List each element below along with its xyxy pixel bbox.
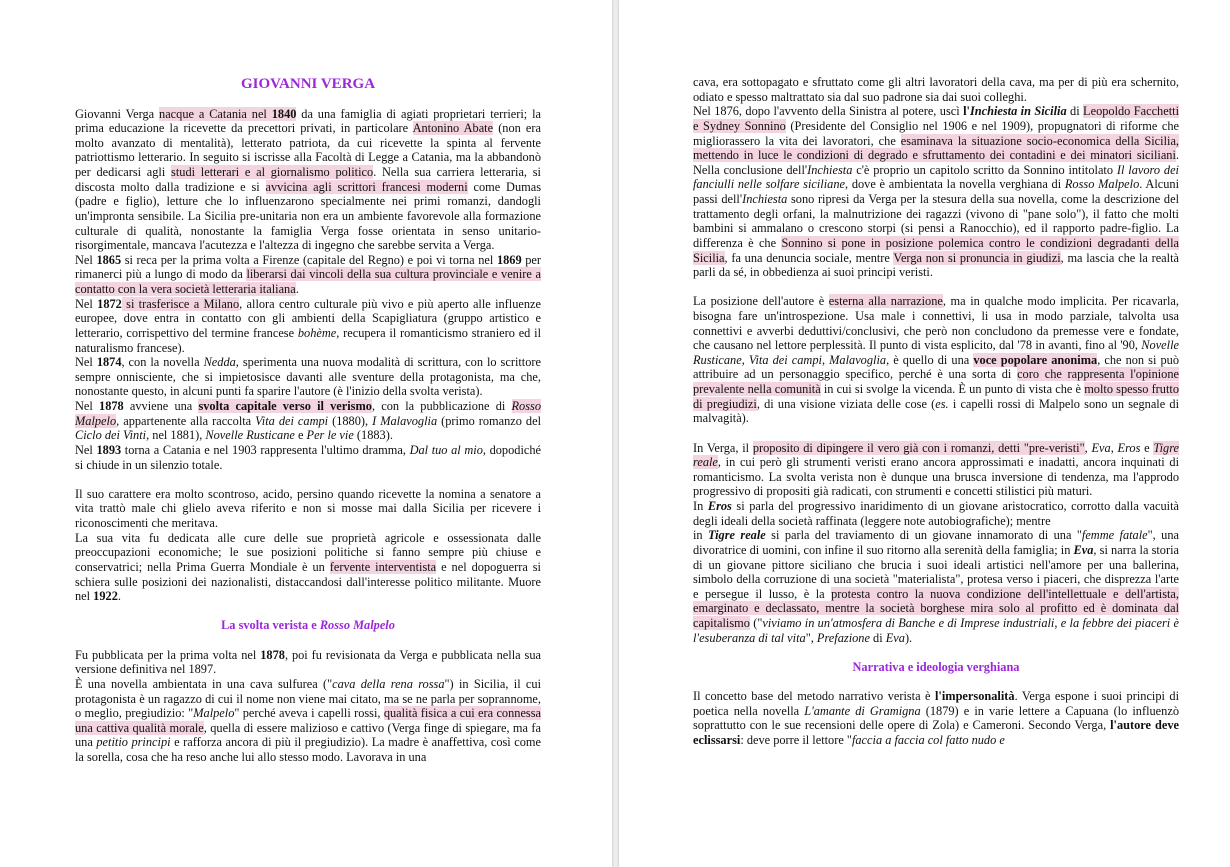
document-title: GIOVANNI VERGA bbox=[240, 76, 376, 92]
paragraph bbox=[693, 499, 1179, 528]
text-run: e nel dopoguerra si schiera sulle posizioni dei nazionalisti, distaccandosi dall'interesse politico militante. Muore nel bbox=[75, 559, 541, 604]
text-run: si reca per la prima volta a Firenze (capitale del Regno) e poi vi torna nel bbox=[121, 252, 497, 267]
text-run: Eva bbox=[1091, 440, 1111, 455]
text-run: Eros bbox=[1117, 440, 1141, 455]
text-run: Eros bbox=[707, 499, 732, 514]
text-run: Nedda bbox=[203, 355, 236, 370]
highlighted-text: molto spesso frutto di pregiudizi bbox=[693, 382, 1179, 411]
text-run: Inchiesta in Sicilia bbox=[969, 104, 1067, 119]
text-run: si parla del traviamento di un giovane innamorato di una " bbox=[765, 528, 1082, 543]
text-run: 1874 bbox=[96, 355, 122, 370]
text-run: " perché aveva i capelli rossi, bbox=[234, 706, 384, 721]
text-run: avviene una bbox=[123, 399, 199, 414]
paragraph bbox=[75, 253, 541, 297]
paragraph bbox=[75, 399, 541, 443]
text-run: Malpelo bbox=[193, 706, 235, 721]
highlighted-text: Antonino Abate bbox=[412, 121, 494, 136]
text-run: . Alcuni passi dell' bbox=[693, 177, 1180, 206]
text-run: , in cui però gli strumenti veristi erano ancora approssimati e inadatti, ancora inquinati di romanticismo. La svolta verista non è dunque una brusca inversione di tendenza, ma l'approdo progressivo di propositi già radicati, con strumenti e concetti stilistici più maturi. bbox=[693, 455, 1179, 499]
text-run: Inchiesta bbox=[807, 162, 853, 177]
text-run: , ma in qualche modo implicita. Per ricavarla, bisogna fare un'introspezione. Usa male i connettivi, li usa in modo parziale, talvolta usa connettivi e avverbi deduttivi/conclusivi, che però non concludono da premesse vere e fondate, che causano nel lettore perplessità. Il punto di vista esplicito, dal '78 in avanti, fino al '90, bbox=[693, 294, 1179, 353]
text-run: Nel bbox=[75, 296, 98, 311]
text-run: Malavoglia bbox=[829, 352, 887, 367]
text-run: sono ripresi da Verga per la stesura della sua novella, come la descrizione del trattamento degli orfani, la malnutrizione dei ragazzi (vivono di "pane solo"), il fatto che molti bambini si ammalano o crescono storpi (si pensi a Ranocchio), ed il rapporto padre-figlio. La differenza è che bbox=[693, 192, 1179, 250]
text-run: femme fatale bbox=[1081, 528, 1148, 543]
text-run: La sua vita fu dedicata alle cure delle sue proprietà agricole e ossessionata dalle preoccupazioni economiche; le sue posizioni politiche si fanno sempre più chiuse e conservatrici; nella Prima Guerra Mondiale è un bbox=[75, 530, 541, 574]
text-run: (1880), bbox=[328, 413, 373, 428]
section-heading: Narrativa e ideologia verghiana bbox=[852, 659, 1020, 674]
highlighted-text: studi letterari e al giornalismo politico bbox=[171, 165, 374, 180]
text-run: L'amante di Gramigna bbox=[804, 703, 921, 718]
text-run: 1869 bbox=[496, 252, 522, 267]
paragraph bbox=[75, 297, 541, 356]
document-page-right bbox=[619, 0, 1230, 867]
highlighted-text: proposito di dipingere il vero già con i romanzi, detti "pre-veristi" bbox=[752, 440, 1085, 455]
text-run: viviamo in un'atmosfera di Banche e di Imprese industriali, e la febbre dei piaceri è l'esuberanza di tal vita bbox=[693, 616, 1179, 645]
text-run: da una famiglia di agiati proprietari terrieri; la prima educazione la ricevette da precettori privati, in particolare bbox=[75, 106, 542, 136]
text-run: 1922 bbox=[93, 589, 118, 604]
spacer bbox=[693, 426, 1179, 441]
paragraph bbox=[75, 355, 541, 399]
text-run: Tigre reale bbox=[708, 528, 766, 543]
text-run: Rosso Malpelo bbox=[1064, 177, 1140, 192]
text-run: ). bbox=[904, 630, 913, 645]
text-run: I Malavoglia bbox=[372, 413, 438, 428]
highlighted-text: voce popolare anonima bbox=[973, 352, 1098, 367]
text-run: , allora centro culturale più vivo e più aperto alle influenze europee, dove entra in contatto con gli ambienti della Scapigliatura (gruppo artistico e letterario, corrispettivo del termine francese bbox=[75, 296, 541, 340]
highlighted-text: Sonnino si pone in posizione polemica contro le condizioni degradanti della Sicilia bbox=[693, 235, 1179, 265]
paragraph bbox=[75, 107, 541, 253]
text-run: Il suo carattere era molto scontroso, acido, persino quando ricevette la nomina a senatore a vita trattò male chi glielo aveva riferito e non si mosse mai dalla Sicilia per ricevere i riconoscimenti che meritava. bbox=[75, 486, 541, 531]
text-run: l'autore deve eclissarsi bbox=[693, 718, 1179, 747]
text-run: 1878 bbox=[99, 399, 124, 414]
highlighted-text: fervente interventista bbox=[329, 559, 437, 574]
text-run: ", una divoratrice di uomini, con infine il suo ritorno alla serenità della famiglia; in bbox=[693, 528, 1179, 557]
text-run: Nel bbox=[75, 442, 97, 457]
text-run: , sperimenta una nuova modalità di scrittura, con lo scrittore sempre onnisciente, che si impietosisce davanti alle sventure della protagonista, ma che, nonostante questo, in alcuni punti fa sparire l'autore (è l'inizio della svolta verista). bbox=[75, 355, 541, 399]
highlighted-text: si trasferisce a Milano bbox=[121, 296, 240, 311]
paragraph bbox=[693, 528, 1179, 645]
text-run: 1865 bbox=[96, 252, 122, 267]
document-page-left bbox=[0, 0, 612, 867]
highlighted-text: nacque a Catania nel bbox=[159, 106, 272, 121]
text-run: (non era molto avanzato di mentalità), letterato patriota, da cui ricevette la spinta al fervente patriottismo letterario. In seguito si iscrisse alla Facoltà di Legge a Catania, ma la abbandonò per dedicarsi agli bbox=[75, 121, 541, 180]
text-run: , quella di essere malizioso e cattivo (Verga finge di spiegare, ma fa una bbox=[75, 720, 541, 750]
spacer bbox=[693, 675, 1179, 690]
text-run: c'è proprio un capitolo scritto da Sonnino intitolato bbox=[852, 162, 1117, 177]
text-run: , ma lascia che la realtà parli da sé, in obbedienza ai suoi principi veristi. bbox=[693, 250, 1179, 280]
text-run: , dopodiché si chiude in un silenzio totale. bbox=[75, 442, 542, 472]
text-run: e bbox=[1140, 440, 1154, 455]
paragraph bbox=[693, 689, 1179, 748]
text-run: , bbox=[821, 352, 830, 367]
text-run: : deve porre il lettore " bbox=[740, 733, 852, 747]
text-run: Eva bbox=[1073, 542, 1094, 557]
text-run: in bbox=[693, 528, 709, 543]
text-run: , bbox=[1084, 440, 1092, 455]
spacer bbox=[693, 645, 1179, 660]
text-run: , poi fu revisionata da Verga e pubblicata nella sua versione definitiva nel 1897. bbox=[75, 647, 541, 677]
text-run: faccia a faccia col fatto nudo e bbox=[851, 733, 1005, 747]
text-run: per rimanerci più a lungo di modo da bbox=[75, 252, 542, 282]
text-run: Il lavoro dei fanciulli nelle solfare siciliane bbox=[693, 162, 1179, 192]
text-run: Eva bbox=[885, 630, 905, 645]
paragraph bbox=[75, 648, 541, 677]
text-run: Nel 1876, dopo l'avvento della Sinistra al potere, uscì bbox=[693, 104, 964, 119]
text-run: cava, era sottopagato e sfruttato come gli altri lavoratori della cava, ma per di più era schernito, odiato e spesso maltrattato sia dal suo padrone sia dai suoi colleghi. bbox=[693, 75, 1179, 104]
highlighted-text: Verga non si pronuncia in giudizi bbox=[893, 250, 1061, 265]
spacer bbox=[693, 280, 1179, 295]
spacer bbox=[75, 633, 541, 648]
text-run: Nel bbox=[75, 399, 100, 414]
text-run: , con la novella bbox=[121, 355, 204, 370]
highlighted-text: Leopoldo Facchetti e Sydney Sonnino bbox=[693, 104, 1180, 133]
text-run: 1872 bbox=[97, 296, 122, 311]
text-run: bohème bbox=[297, 325, 337, 340]
text-run: Novelle Rusticane bbox=[205, 428, 295, 443]
text-run: , fa una denuncia sociale, mentre bbox=[724, 250, 894, 265]
text-run: . bbox=[295, 282, 299, 297]
text-run: come Dumas (padre e figlio), letture che lo influenzarono specialmente nei primi romanzi, dandogli un'impronta sensibile. La Sicilia pre-unitaria non era un ambiente favorevole alla formazione culturale di qualità, nonostante la famiglia Verga fosse orientata in senso unitario-risorgimentale, mancava l'acutezza e l'altezza di ingegno che sarebbe servita a Verga. bbox=[75, 179, 541, 253]
highlighted-text: Tigre reale bbox=[693, 440, 1180, 470]
text-run: es. bbox=[935, 396, 949, 411]
paragraph bbox=[75, 487, 541, 531]
text-run: Rosso Malpelo bbox=[319, 618, 395, 633]
text-run: (1883). bbox=[353, 428, 393, 443]
text-run: , recupera il romanticismo straniero ed il naturalismo francese). bbox=[75, 325, 542, 355]
text-run: petitio principi bbox=[96, 735, 171, 750]
text-run: Per le vie bbox=[306, 428, 354, 443]
text-run: È una novella ambientata in una cava sulfurea (" bbox=[75, 676, 333, 691]
text-run: Prefazione bbox=[816, 630, 870, 645]
text-run: In bbox=[693, 499, 708, 514]
text-run: Dal tuo al mio bbox=[409, 442, 483, 457]
text-run: , bbox=[741, 352, 749, 367]
paragraph bbox=[75, 443, 541, 472]
text-run: , di una visione viziata delle cose ( bbox=[756, 396, 936, 411]
spacer bbox=[75, 604, 541, 619]
text-run: (" bbox=[749, 616, 763, 631]
highlighted-text: avvicina agli scrittori francesi moderni bbox=[265, 179, 468, 194]
text-run: Ciclo dei Vinti bbox=[75, 428, 147, 443]
text-run: , nel 1881), bbox=[146, 428, 206, 443]
highlighted-text: protesta contro la nuova condizione dell'intellettuale e dell'artista, emarginato e declassato, mentre la società borghese mira solo al profitto ed è dominata dal capitalismo bbox=[693, 586, 1179, 631]
paragraph bbox=[693, 294, 1179, 426]
text-run: di bbox=[869, 630, 886, 645]
section-heading bbox=[75, 618, 541, 633]
text-run: . Nella conclusione dell' bbox=[693, 148, 1179, 177]
text-run: . bbox=[117, 589, 121, 604]
highlighted-text: esaminava la situazione socio-economica della Sicilia, mettendo in luce le condizioni di degrado e sfruttamento dei contadini e dei minatori siciliani bbox=[693, 133, 1180, 163]
text-run: La svolta verista e bbox=[221, 618, 320, 633]
highlighted-text: esterna alla narrazione bbox=[828, 294, 943, 309]
text-run: ") in Sicilia, il cui protagonista è un ragazzo di cui il nome non viene mai citato, ma se ne parla per soprannome, o meglio, pregiudizio: " bbox=[75, 676, 541, 721]
highlighted-text: coro che rappresenta l'opinione prevalente nella comunità bbox=[693, 367, 1179, 397]
text-run: La posizione dell'autore è bbox=[693, 294, 829, 309]
text-run: (1879) e in varie lettere a Capuana (lo influenzò soprattutto con le sue recensioni delle opere di Zola) e Cameroni. Secondo Verga, bbox=[693, 703, 1179, 733]
text-run: , che non si può attribuire ad un personaggio specifico, perché è una sorta di bbox=[693, 352, 1180, 382]
highlighted-text: 1840 bbox=[271, 106, 297, 121]
text-run: e bbox=[294, 428, 307, 443]
text-run: in cui si svolge la vicenda. È un punto di vista che è bbox=[820, 382, 1085, 397]
text-run: . Verga espone i suoi principi di poetica nella novella bbox=[693, 689, 1180, 718]
text-run: ", bbox=[805, 630, 817, 645]
text-run: 1893 bbox=[96, 442, 122, 457]
text-run: 1878 bbox=[260, 647, 285, 662]
text-run: Nel bbox=[75, 355, 97, 370]
text-run: l'impersonalità bbox=[935, 689, 1015, 704]
text-run: (Presidente del Consiglio nel 1906 e nel 1909), propugnatori di riforme che migliorassero la vita dei lavoratori, che bbox=[693, 118, 1179, 148]
text-run: , appartenente alla raccolta bbox=[116, 413, 256, 428]
text-run: In Verga, il bbox=[693, 440, 753, 455]
text-run: , dove è ambientata la novella verghiana di bbox=[845, 177, 1065, 192]
text-run: Inchiesta bbox=[742, 192, 788, 206]
text-run: Nel bbox=[75, 252, 97, 267]
page-left-text bbox=[75, 0, 541, 765]
text-run: cava della rena rossa bbox=[332, 676, 445, 691]
highlighted-text: Rosso Malpelo bbox=[75, 399, 541, 428]
highlighted-text: svolta capitale verso il verismo bbox=[198, 399, 372, 414]
paragraph bbox=[693, 441, 1179, 500]
text-run: . Nella sua carriera letteraria, si discosta molto dalla tradizione e si bbox=[75, 165, 541, 194]
text-run: Il concetto base del metodo narrativo verista è bbox=[693, 689, 935, 704]
page-right-text bbox=[693, 75, 1179, 748]
paragraph bbox=[75, 531, 541, 604]
text-run: Vita dei campi bbox=[255, 413, 329, 428]
text-run: , è quello di una bbox=[886, 352, 974, 367]
text-run: di bbox=[1066, 104, 1084, 119]
text-run: si parla del progressivo inaridimento di un giovane aristocratico, corrotto dalla vacuità degli ideali della società raffinata (leggere note autobiografiche); mentre bbox=[693, 499, 1179, 528]
text-run: , si narra la storia di un giovane pittore siciliano che brucia i suoi ideali artistici nell'amore per una ballerina, simbolo della corruzione di una società "materialista", protesa verso i piaceri, che disprezza l'arte e persegue il lusso, è la bbox=[693, 542, 1179, 601]
text-run: i capelli rossi di Malpelo sono un segnale di malvagità). bbox=[693, 396, 1180, 426]
highlighted-text: qualità fisica a cui era connessa una cattiva qualità morale bbox=[75, 706, 542, 735]
text-run: , con la pubblicazione di bbox=[371, 399, 512, 414]
text-run: torna a Catania e nel 1903 rappresenta l'ultimo dramma, bbox=[121, 442, 410, 457]
text-run: Vita dei campi bbox=[748, 352, 822, 367]
text-run: Giovanni Verga bbox=[75, 106, 160, 121]
paragraph bbox=[693, 104, 1179, 280]
highlighted-text: liberarsi dai vincoli della sua cultura provinciale e venire a contatto con la vera società letteraria italiana bbox=[75, 267, 541, 297]
paragraph bbox=[693, 75, 1179, 104]
text-run: (primo romanzo del bbox=[437, 413, 542, 428]
text-run: Fu pubblicata per la prima volta nel bbox=[75, 647, 261, 662]
spacer bbox=[75, 472, 541, 487]
text-run: l' bbox=[963, 104, 970, 119]
paragraph bbox=[75, 677, 541, 765]
text-run: Novelle Rusticane bbox=[693, 338, 1179, 367]
text-run: , bbox=[1110, 440, 1118, 455]
text-run: e rafforza ancora di più il pregiudizio). La madre è anaffettiva, così come la sorella, cosa che ha reso anche lui allo stesso modo. Lavorava in una bbox=[75, 735, 541, 764]
